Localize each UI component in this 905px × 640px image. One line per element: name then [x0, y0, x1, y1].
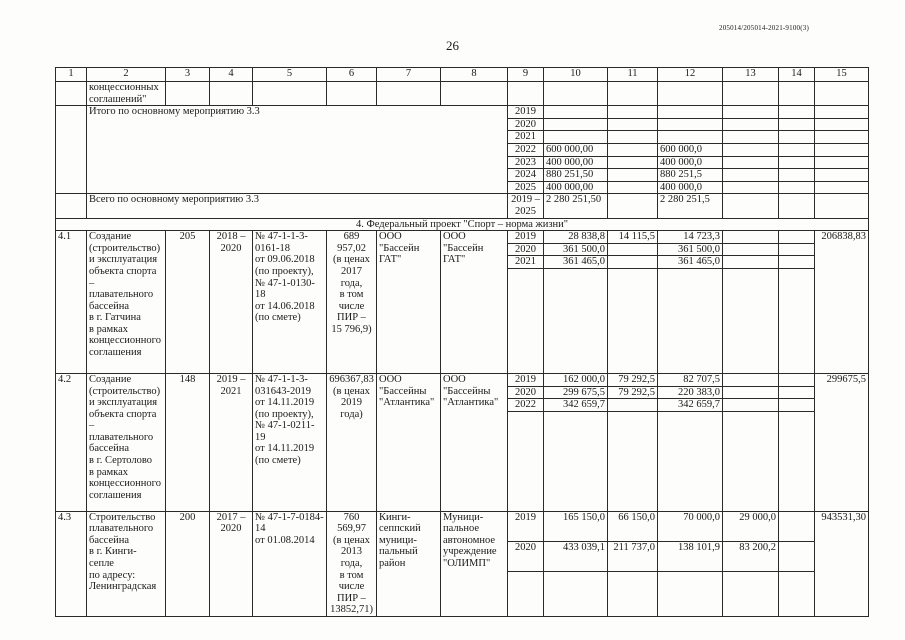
item-name: Строительство плавательного бассейна в г. Кинги- сепле по адресу: Ленинградская — [87, 511, 166, 616]
table-cell — [608, 268, 658, 373]
amount-federal-cell — [608, 118, 658, 131]
table-cell — [815, 194, 869, 218]
table-cell — [544, 411, 608, 511]
amount-local-cell — [723, 373, 779, 386]
amount-local-cell: 29 000,0 — [723, 511, 779, 541]
amount-regional-cell: 400 000,0 — [658, 181, 723, 194]
table-cell — [56, 82, 87, 106]
amount-other-cell — [779, 386, 815, 399]
table-cell — [508, 268, 544, 373]
period-cell: 2018 – 2020 — [210, 231, 253, 374]
amount-other-cell — [779, 511, 815, 541]
table-cell — [441, 82, 508, 106]
amount-federal-cell — [608, 169, 658, 182]
amount-local-cell — [723, 256, 779, 269]
amount-total-cell: 600 000,00 — [544, 143, 608, 156]
vsego-row — [56, 194, 869, 218]
remaining-cost-cell: 943531,30 — [815, 511, 869, 616]
customer-cell: ООО "Бассейн ГАТ" — [377, 231, 441, 374]
amount-federal-cell: 66 150,0 — [608, 511, 658, 541]
page-number: 26 — [446, 38, 459, 53]
table-cell — [658, 268, 723, 373]
customer-cell: ООО "Бассейны "Атлантика" — [377, 373, 441, 511]
table-cell — [544, 268, 608, 373]
item-number: 4.2 — [56, 373, 87, 511]
table-cell — [779, 572, 815, 617]
amount-federal-cell: 79 292,5 — [608, 386, 658, 399]
col-header: 10 — [544, 68, 608, 82]
amount-regional-cell: 361 500,0 — [658, 243, 723, 256]
amount-local-cell — [723, 131, 779, 144]
amount-federal-cell — [608, 131, 658, 144]
table-cell — [723, 82, 779, 106]
col-header: 9 — [508, 68, 544, 82]
table-cell — [608, 411, 658, 511]
table-cell — [723, 572, 779, 617]
table-cell — [658, 411, 723, 511]
amount-federal-cell — [608, 143, 658, 156]
table-cell — [327, 82, 377, 106]
amount-other-cell — [779, 181, 815, 194]
table-cell — [544, 572, 608, 617]
year-cell: 2019 — [508, 106, 544, 119]
table-cell — [815, 82, 869, 106]
period-cell: 2017 – 2020 — [210, 511, 253, 616]
itogo-label: Итого по основному мероприятию 3.3 — [87, 106, 508, 194]
amount-total-cell: 361 465,0 — [544, 256, 608, 269]
item-name: Создание (строительство) и эксплуатация объекта спорта – плавательного бассейна в г. Гатчина в рамках концессионного соглашения — [87, 231, 166, 374]
table-cell — [56, 194, 87, 218]
expertise-cell: № 47-1-1-3- 031643-2019 от 14.11.2019 (по проекту), № 47-1-0211- 19 от 14.11.2019 (по смете) — [253, 373, 327, 511]
amount-federal-cell: 211 737,0 — [608, 541, 658, 571]
amount-other-cell — [779, 118, 815, 131]
col-header: 7 — [377, 68, 441, 82]
amount-other-cell — [779, 131, 815, 144]
cost-cell: 689 957,02 (в ценах 2017 года, в том числе ПИР – 15 796,9) — [327, 231, 377, 374]
col-header: 5 — [253, 68, 327, 82]
amount-regional-cell: 70 000,0 — [658, 511, 723, 541]
continued-name-cell: концессионных соглашений" — [87, 82, 166, 106]
capacity-cell — [815, 156, 869, 169]
amount-total-cell: 2 280 251,50 — [544, 194, 608, 218]
section-row — [56, 218, 869, 231]
item-year-row — [56, 231, 869, 244]
capacity-value: 200 — [166, 511, 210, 616]
table-cell — [723, 411, 779, 511]
capacity-cell — [815, 118, 869, 131]
amount-regional-cell — [658, 131, 723, 144]
amount-federal-cell — [608, 106, 658, 119]
amount-other-cell — [779, 169, 815, 182]
amount-federal-cell — [608, 399, 658, 412]
capacity-value: 148 — [166, 373, 210, 511]
table-cell — [210, 82, 253, 106]
amount-local-cell — [723, 156, 779, 169]
col-header: 8 — [441, 68, 508, 82]
item-number: 4.1 — [56, 231, 87, 374]
amount-total-cell — [544, 118, 608, 131]
amount-other-cell — [779, 541, 815, 571]
amount-total-cell: 299 675,5 — [544, 386, 608, 399]
amount-federal-cell: 79 292,5 — [608, 373, 658, 386]
table-cell — [779, 82, 815, 106]
amount-total-cell: 880 251,50 — [544, 169, 608, 182]
expertise-cell: № 47-1-1-3- 0161-18 от 09.06.2018 (по проекту), № 47-1-0130- 18 от 14.06.2018 (по смете) — [253, 231, 327, 374]
operator-cell: ООО "Бассейн ГАТ" — [441, 231, 508, 374]
table-cell — [56, 106, 87, 194]
table-cell — [723, 268, 779, 373]
amount-regional-cell: 600 000,0 — [658, 143, 723, 156]
amount-other-cell — [779, 143, 815, 156]
table-cell — [779, 268, 815, 373]
table-cell — [608, 572, 658, 617]
amount-local-cell: 83 200,2 — [723, 541, 779, 571]
amount-other-cell — [779, 243, 815, 256]
col-header: 1 — [56, 68, 87, 82]
col-header: 13 — [723, 68, 779, 82]
amount-federal-cell — [608, 256, 658, 269]
table-cell — [723, 194, 779, 218]
table-body — [56, 68, 869, 617]
section-title: 4. Федеральный проект "Спорт – норма жизни" — [56, 218, 869, 231]
operator-cell: Муници- пальное автономное учреждение "ОЛИМП" — [441, 511, 508, 616]
amount-local-cell — [723, 386, 779, 399]
remaining-cost-cell: 299675,5 — [815, 373, 869, 511]
table-cell — [658, 82, 723, 106]
col-header: 6 — [327, 68, 377, 82]
amount-other-cell — [779, 106, 815, 119]
amount-federal-cell — [608, 243, 658, 256]
amount-regional-cell: 342 659,7 — [658, 399, 723, 412]
amount-total-cell: 361 500,0 — [544, 243, 608, 256]
period-cell: 2019 – 2021 — [210, 373, 253, 511]
amount-federal-cell — [608, 194, 658, 218]
amount-total-cell: 400 000,00 — [544, 181, 608, 194]
amount-other-cell — [779, 256, 815, 269]
column-numbers-row — [56, 68, 869, 82]
operator-cell: ООО "Бассейны "Атлантика" — [441, 373, 508, 511]
document-id: 205014/205014-2021-9100(3) — [719, 24, 809, 32]
col-header: 2 — [87, 68, 166, 82]
amount-regional-cell: 138 101,9 — [658, 541, 723, 571]
amount-regional-cell: 82 707,5 — [658, 373, 723, 386]
table-cell — [544, 82, 608, 106]
amount-local-cell — [723, 106, 779, 119]
year-cell: 2023 — [508, 156, 544, 169]
cost-cell: 696367,83 (в ценах 2019 года) — [327, 373, 377, 511]
table-cell — [779, 194, 815, 218]
year-cell: 2024 — [508, 169, 544, 182]
amount-other-cell — [779, 399, 815, 412]
col-header: 3 — [166, 68, 210, 82]
amount-regional-cell: 880 251,5 — [658, 169, 723, 182]
table-cell — [253, 82, 327, 106]
capacity-value: 205 — [166, 231, 210, 374]
year-cell: 2022 — [508, 399, 544, 412]
year-cell: 2022 — [508, 143, 544, 156]
year-cell: 2019 — [508, 511, 544, 541]
year-cell: 2019 — [508, 231, 544, 244]
amount-local-cell — [723, 118, 779, 131]
amount-total-cell — [544, 131, 608, 144]
capacity-cell — [815, 143, 869, 156]
amount-local-cell — [723, 399, 779, 412]
year-cell: 2021 — [508, 256, 544, 269]
col-header: 12 — [658, 68, 723, 82]
year-cell: 2019 — [508, 373, 544, 386]
capacity-cell — [815, 106, 869, 119]
year-cell: 2020 — [508, 386, 544, 399]
amount-local-cell — [723, 231, 779, 244]
capacity-cell — [815, 169, 869, 182]
amount-local-cell — [723, 143, 779, 156]
vsego-label: Всего по основному мероприятию 3.3 — [87, 194, 508, 218]
col-header: 4 — [210, 68, 253, 82]
amount-total-cell: 433 039,1 — [544, 541, 608, 571]
amount-total-cell: 342 659,7 — [544, 399, 608, 412]
capacity-cell — [815, 131, 869, 144]
table-cell — [779, 411, 815, 511]
col-header: 14 — [779, 68, 815, 82]
col-header: 15 — [815, 68, 869, 82]
col-header: 11 — [608, 68, 658, 82]
customer-cell: Кинги- сеппский муници- пальный район — [377, 511, 441, 616]
continuation-row — [56, 82, 869, 106]
amount-other-cell — [779, 373, 815, 386]
amount-total-cell: 28 838,8 — [544, 231, 608, 244]
item-year-row — [56, 373, 869, 386]
capacity-cell — [815, 181, 869, 194]
item-year-row — [56, 511, 869, 541]
amount-regional-cell — [658, 106, 723, 119]
year-cell: 2020 — [508, 243, 544, 256]
expertise-cell: № 47-1-7-0184- 14 от 01.08.2014 — [253, 511, 327, 616]
amount-regional-cell: 220 383,0 — [658, 386, 723, 399]
amount-total-cell: 165 150,0 — [544, 511, 608, 541]
table-cell — [377, 82, 441, 106]
amount-regional-cell: 14 723,3 — [658, 231, 723, 244]
remaining-cost-cell: 206838,83 — [815, 231, 869, 374]
amount-federal-cell: 14 115,5 — [608, 231, 658, 244]
table-cell — [508, 82, 544, 106]
table-cell — [166, 82, 210, 106]
amount-regional-cell — [658, 118, 723, 131]
year-cell: 2025 — [508, 181, 544, 194]
amount-local-cell — [723, 181, 779, 194]
item-name: Создание (строительство) и эксплуатация объекта спорта – плавательного бассейна в г. Сертолово в рамках концессионного соглашения — [87, 373, 166, 511]
table-cell — [658, 572, 723, 617]
table-cell — [508, 411, 544, 511]
amount-regional-cell: 2 280 251,5 — [658, 194, 723, 218]
amount-total-cell — [544, 106, 608, 119]
amount-local-cell — [723, 243, 779, 256]
year-cell: 2019 – 2025 — [508, 194, 544, 218]
table-cell — [608, 82, 658, 106]
amount-total-cell: 400 000,00 — [544, 156, 608, 169]
amount-regional-cell: 361 465,0 — [658, 256, 723, 269]
amount-federal-cell — [608, 156, 658, 169]
program-table — [55, 67, 869, 617]
amount-other-cell — [779, 156, 815, 169]
year-cell: 2020 — [508, 541, 544, 571]
amount-regional-cell: 400 000,0 — [658, 156, 723, 169]
amount-federal-cell — [608, 181, 658, 194]
table-cell — [508, 572, 544, 617]
item-number: 4.3 — [56, 511, 87, 616]
itogo-row — [56, 106, 869, 119]
year-cell: 2021 — [508, 131, 544, 144]
cost-cell: 760 569,97 (в ценах 2013 года, в том числе ПИР – 13852,71) — [327, 511, 377, 616]
amount-total-cell: 162 000,0 — [544, 373, 608, 386]
amount-local-cell — [723, 169, 779, 182]
year-cell: 2020 — [508, 118, 544, 131]
amount-other-cell — [779, 231, 815, 244]
